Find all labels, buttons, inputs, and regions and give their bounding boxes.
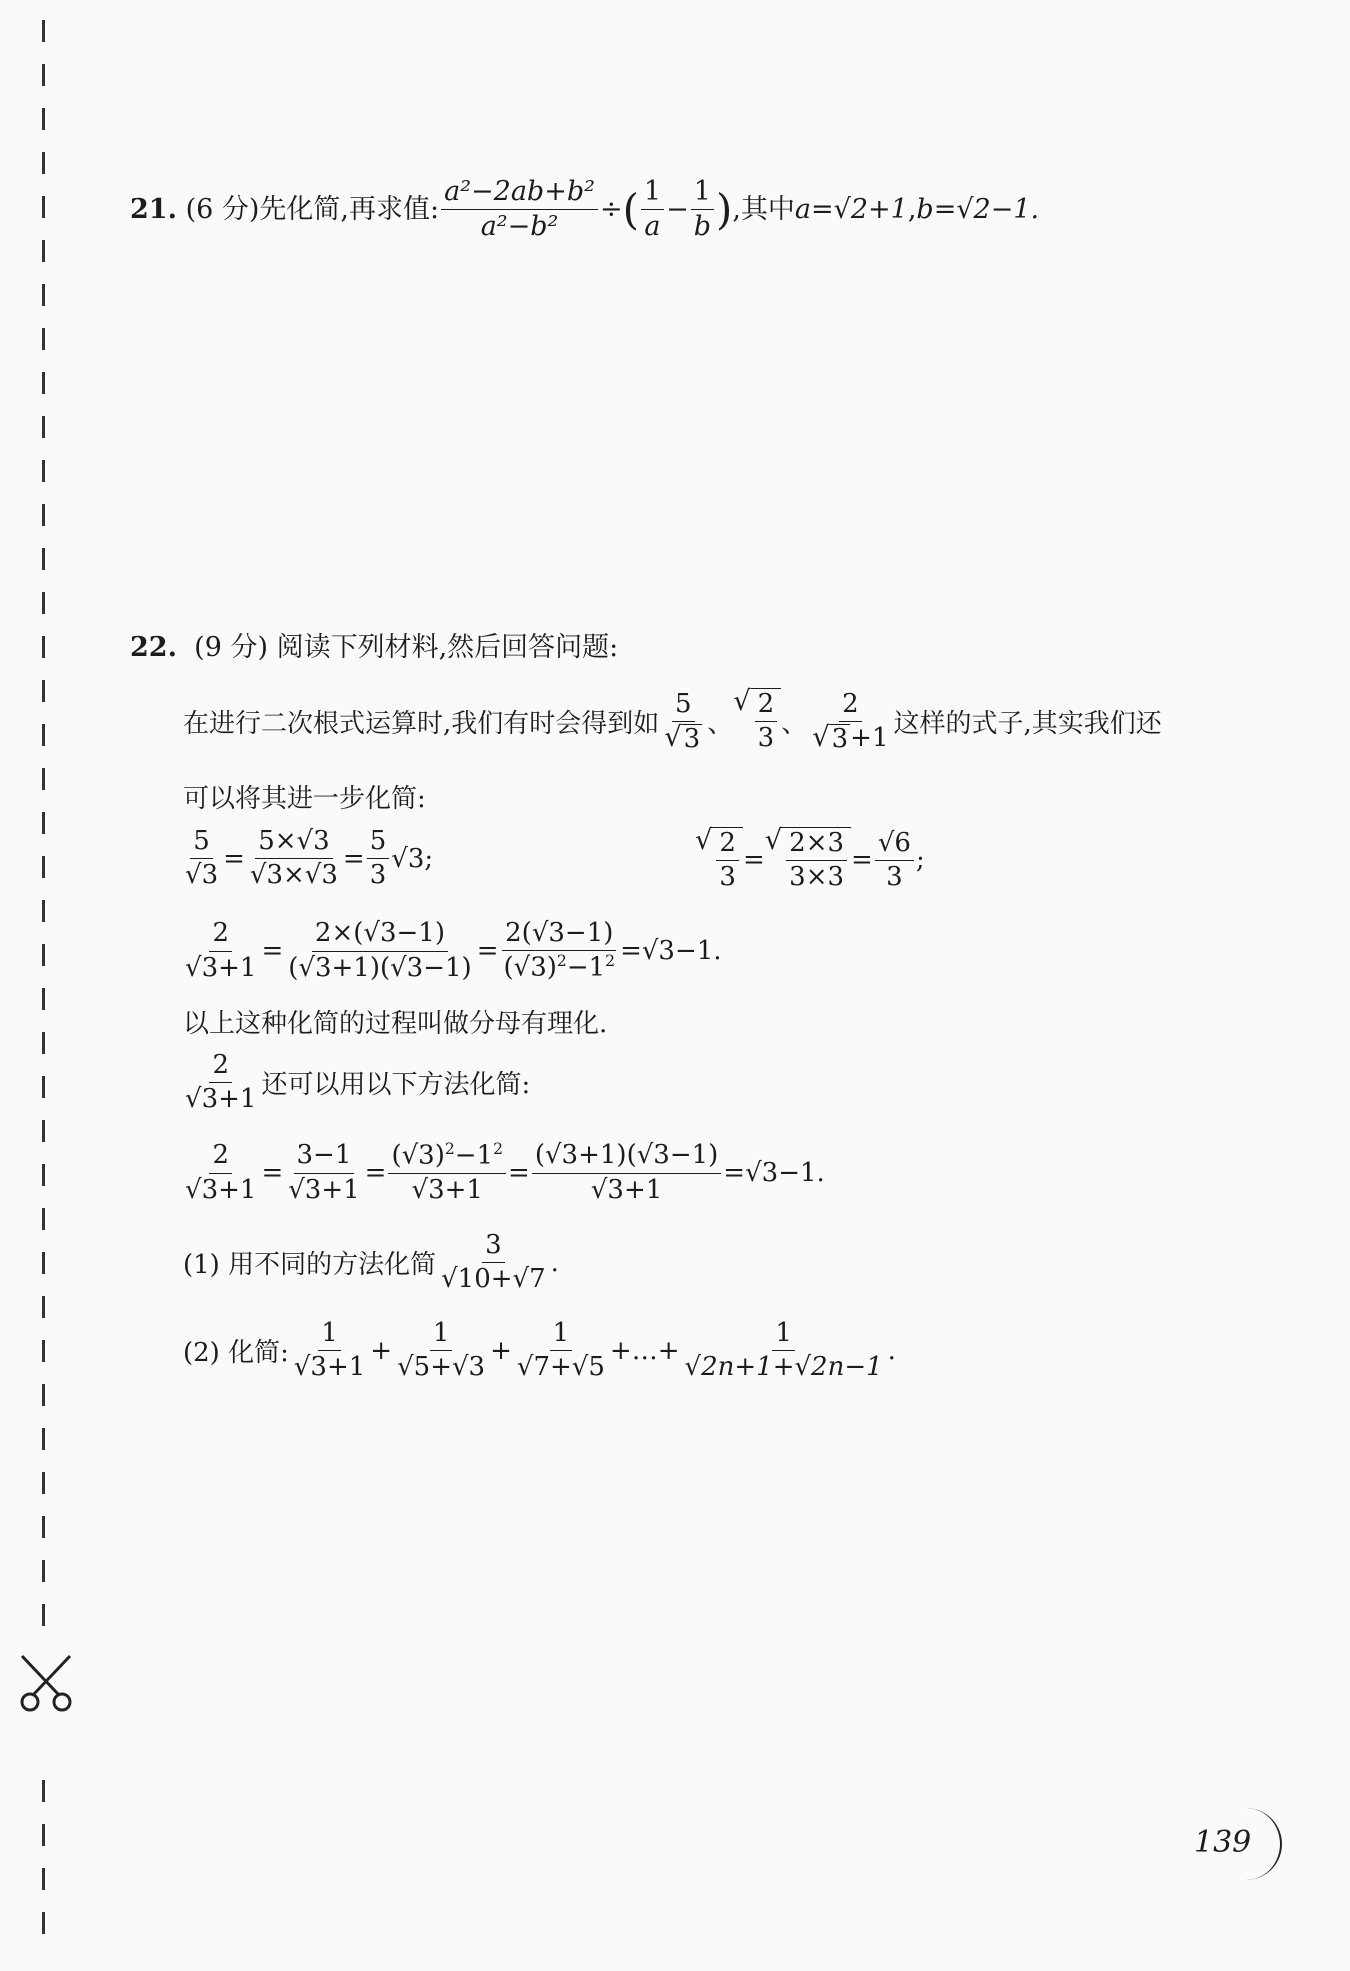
cut-line-dash — [42, 1032, 45, 1054]
cut-line-dash — [42, 944, 45, 966]
cut-line-dash — [42, 416, 45, 438]
example-1-working: $\frac{5}{√3}$ = $\frac{5\times√3}{√3\times√3}$ = $\frac{5}{3}$ √3; — [185, 826, 434, 891]
alt-method-working: $\frac{2}{√3+1}$ = $\frac{3-1}{√3+1}$ = $\frac{(√3)^2-1^2}{√3+1}$ = $\frac{(√3+1)(√3-1)}{√3+1}$ =√3−1. — [185, 1140, 825, 1205]
cut-line-dash — [42, 1076, 45, 1098]
cut-line-dash — [42, 196, 45, 218]
example-2-over-root3-plus-1: 2 √ 3 +1 — [812, 688, 889, 754]
cut-line-dash — [42, 856, 45, 878]
question-22-heading — [130, 630, 618, 665]
cut-line-dash — [42, 20, 45, 42]
question-number: 22. — [130, 632, 177, 663]
cut-line-dash — [42, 284, 45, 306]
example-5-over-root3: 5 √ 3 — [664, 688, 701, 754]
question-prompt: 阅读下列材料,然后回答问题: — [276, 632, 619, 663]
cut-line-dash — [42, 1868, 45, 1890]
cut-line-dash — [42, 1252, 45, 1274]
cut-line-dash — [42, 988, 45, 1010]
intro-line-2: 可以将其进一步化简: — [183, 784, 426, 814]
cut-line-dash — [42, 1912, 45, 1934]
question-number: 21. — [130, 194, 177, 226]
cut-line-dash — [42, 592, 45, 614]
page-number: 139 — [1194, 1824, 1252, 1860]
expression-fraction: $\frac{\text{a²−2ab+b²}}{\text{a²−b²}}$ — [441, 176, 598, 244]
cut-line-dash — [42, 812, 45, 834]
cut-line-dash — [42, 504, 45, 526]
cut-line-dash — [42, 1384, 45, 1406]
question-21: 21. (6 分) 先化简,再求值: $\frac{\text{a²−2ab+b²}}{\text{a²−b²}}$ ÷ ( $\frac{1}{a}$ − $\frac{1}{b}$ ) ,其中 a=√2+1 , b=√2−1. — [130, 176, 1040, 243]
fraction-1-over-a: $\frac{1}{a}$ — [641, 176, 664, 244]
example-3-working: $\frac{2}{√3+1}$ = $\frac{2\times(√3-1)}{(√3+1)(√3-1)}$ = $\frac{2(√3-1)}{(√3)^2-1^2}$ =√3−1. — [185, 918, 722, 983]
cut-line-dash — [42, 768, 45, 790]
cut-line-dash — [42, 64, 45, 86]
cut-line-dash — [42, 1780, 45, 1802]
cut-line-dash — [42, 1296, 45, 1318]
cut-line-dash — [42, 460, 45, 482]
cut-line-dash — [42, 1428, 45, 1450]
example-2-working: √ $\frac{2}{3}$ = √ $\frac{2\times 3}{3\times 3}$ = $\frac{√6}{3}$ ; — [695, 825, 925, 893]
cut-line-dash — [42, 240, 45, 262]
b-value: b=√2−1. — [916, 194, 1040, 226]
question-prompt: 先化简,再求值: — [259, 194, 440, 226]
cut-line-dash — [42, 1472, 45, 1494]
scissors-icon — [18, 1652, 74, 1714]
subquestion-2: (2) 化简: $\frac{1}{√3+1}$ + $\frac{1}{√5+√3}$ + $\frac{1}{√7+√5}$ +…+ $\frac{1}{√2n+1+√2n-1}$ . — [183, 1318, 896, 1383]
cut-line-dash — [42, 680, 45, 702]
fraction-1-over-b: $\frac{1}{b}$ — [691, 176, 714, 244]
cut-line-dash — [42, 372, 45, 394]
left-paren: ( — [622, 184, 639, 234]
intro-line-1: 在进行二次根式运算时,我们有时会得到如 5 √ 3 、 √ $\frac{2}{3}$ 、 2 √ 3 +1 这样的式子,其实我们还 — [183, 686, 1162, 754]
example-root-2-over-3: √ $\frac{2}{3}$ — [733, 688, 781, 754]
cut-line-dash — [42, 152, 45, 174]
cut-line-dash — [42, 1824, 45, 1846]
cut-line-dash — [42, 724, 45, 746]
cut-line-dash — [42, 1120, 45, 1142]
cut-line-dash — [42, 328, 45, 350]
cut-line-dash — [42, 1516, 45, 1538]
cut-line-dash — [42, 900, 45, 922]
cut-line-dash — [42, 1340, 45, 1362]
question-score: (9 分) — [194, 632, 268, 663]
right-paren: ) — [716, 184, 733, 234]
question-score: (6 分) — [185, 194, 260, 226]
cut-line-dash — [42, 548, 45, 570]
rationalize-note: 以上这种化简的过程叫做分母有理化. — [183, 1009, 608, 1039]
cut-line-dash — [42, 1164, 45, 1186]
cut-line-dash — [42, 1208, 45, 1230]
cut-line-dash — [42, 1604, 45, 1626]
subquestion-1: (1) 用不同的方法化简 $\frac{3}{√10+√7}$ . — [183, 1230, 559, 1295]
a-value: a=√2+1 — [794, 194, 908, 226]
alt-method-line: $\frac{2}{√3+1}$ 还可以用以下方法化简: — [185, 1050, 531, 1115]
cut-line-dash — [42, 636, 45, 658]
cut-line-dash — [42, 108, 45, 130]
cut-line-dash — [42, 1560, 45, 1582]
